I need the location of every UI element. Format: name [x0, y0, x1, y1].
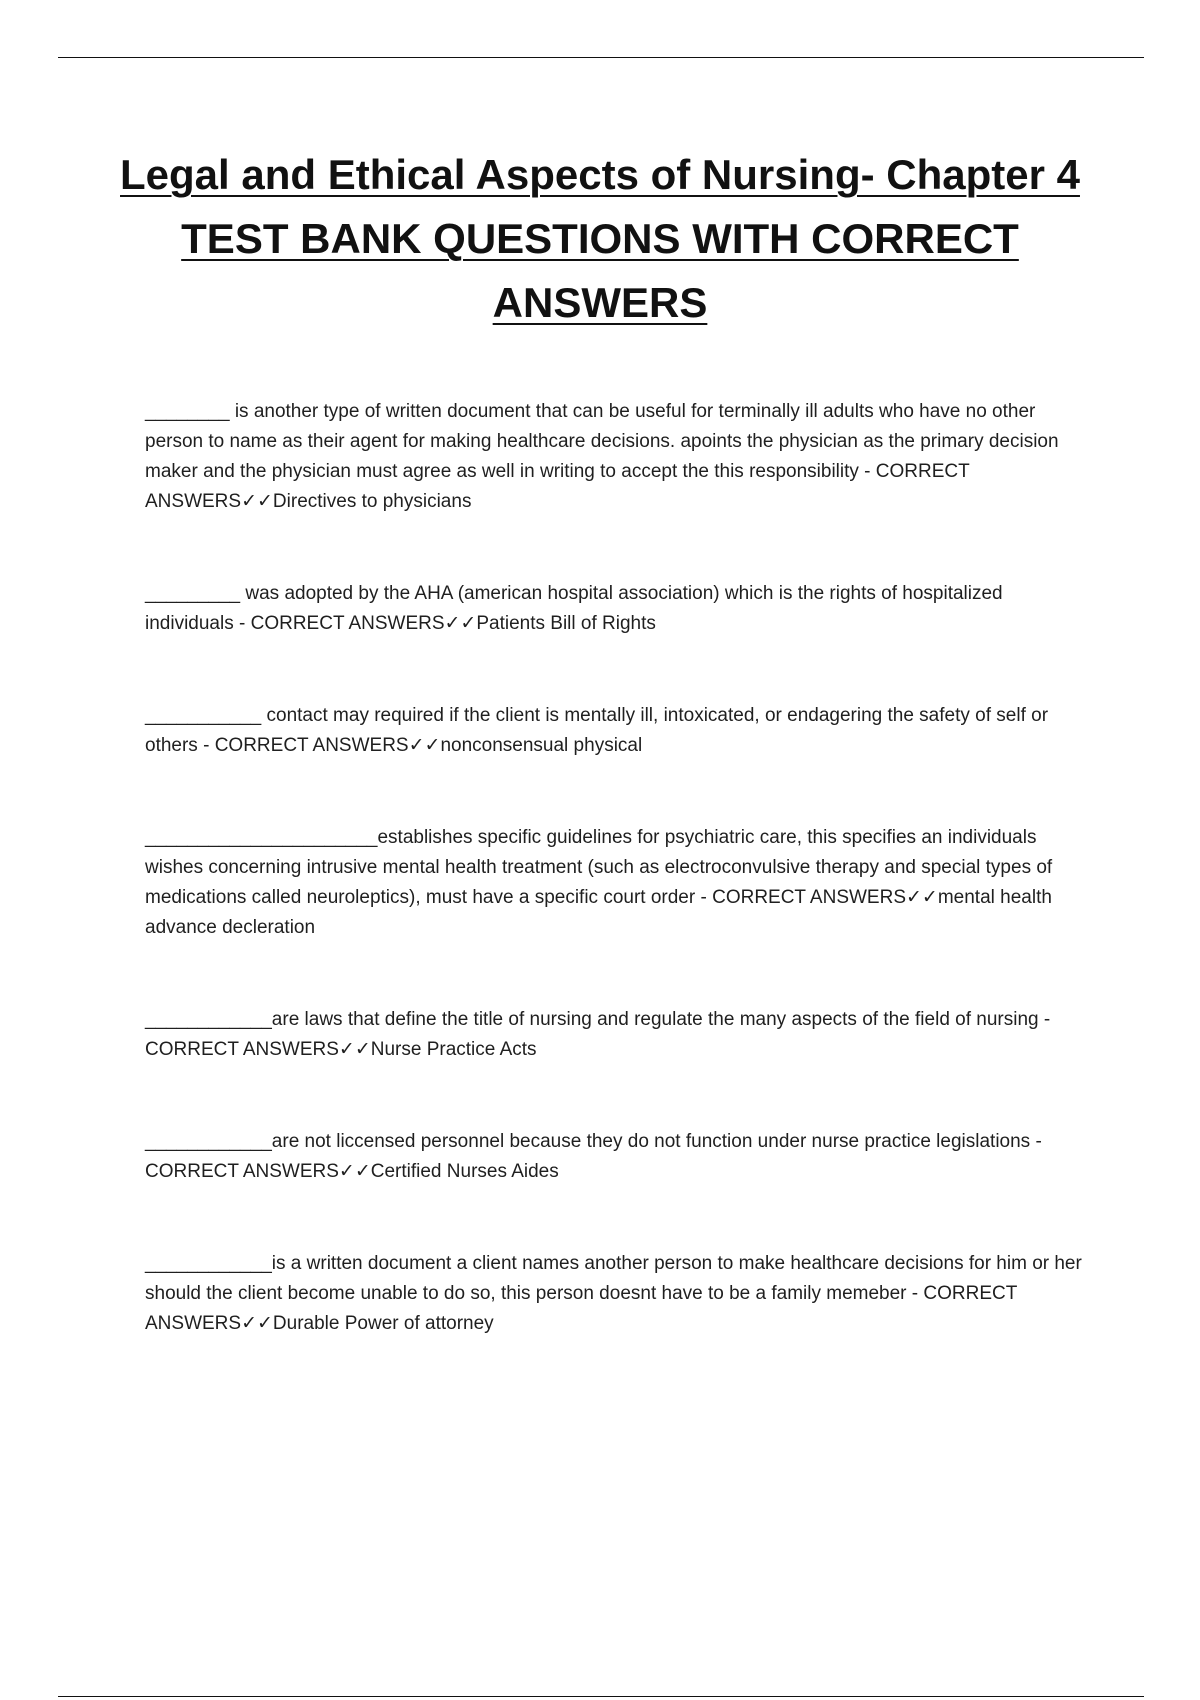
- check-mark-icon: ✓✓: [338, 1039, 371, 1060]
- answer-label: CORRECT ANSWERS: [145, 1161, 339, 1182]
- question-item: ____________are laws that define the title of nursing and regulate the many aspects of the field of nursing - CORRECT ANSWERS✓✓Nurse Practice Acts: [145, 1009, 1051, 1060]
- answer-label: CORRECT ANSWERS: [145, 1039, 339, 1060]
- page-title: [100, 143, 1100, 335]
- question-item: ______________________establishes specific guidelines for psychiatric care, this specifies an individuals wishes concerning intrusive mental health treatment (such as electroconvulsive therapy and special types of medications called neuroleptics), must have a specific court order - CORRECT ANSWERS✓✓mental health advance decleration: [145, 827, 1053, 938]
- question-list: [145, 397, 1095, 1339]
- answer-text: Durable Power of attorney: [272, 1313, 494, 1334]
- bottom-rule: [58, 1696, 1144, 1697]
- answer-label: CORRECT ANSWERS: [145, 461, 970, 512]
- top-rule: [58, 57, 1144, 58]
- answer-text: Directives to physicians: [272, 491, 472, 512]
- answer-label: CORRECT ANSWERS: [250, 613, 445, 634]
- title-line-2: TEST BANK QUESTIONS WITH CORRECT: [181, 215, 1019, 262]
- answer-label: CORRECT ANSWERS: [712, 887, 906, 908]
- check-mark-icon: ✓✓: [338, 1161, 371, 1182]
- answer-text: mental health advance decleration: [145, 887, 1052, 938]
- answer-label: CORRECT ANSWERS: [214, 735, 409, 756]
- answer-label: CORRECT ANSWERS: [145, 1283, 1018, 1334]
- question-item: ________ is another type of written document that can be useful for terminally ill adults who have no other person to name as their agent for making healthcare decisions. apoints the physician as the primary decision maker and the physician must agree as well in writing to accept the this responsibility - CORRECT ANSWERS✓✓Directives to physicians: [145, 401, 1059, 512]
- check-mark-icon: ✓✓: [906, 887, 938, 908]
- answer-text: Certified Nurses Aides: [370, 1161, 559, 1182]
- answer-text: Patients Bill of Rights: [476, 613, 656, 634]
- question-item: ___________ contact may required if the client is mentally ill, intoxicated, or endagering the safety of self or others - CORRECT ANSWERS✓✓nonconsensual physical: [145, 705, 1049, 756]
- check-mark-icon: ✓✓: [444, 613, 477, 634]
- title-line-3: ANSWERS: [492, 279, 708, 326]
- question-item: ____________are not liccensed personnel because they do not function under nurse practice legislations - CORRECT ANSWERS✓✓Certified Nurses Aides: [145, 1131, 1042, 1182]
- title-line-1: Legal and Ethical Aspects of Nursing- Chapter 4: [120, 151, 1080, 198]
- answer-text: Nurse Practice Acts: [370, 1039, 537, 1060]
- question-item: _________ was adopted by the AHA (american hospital association) which is the rights of hospitalized individuals - CORRECT ANSWERS✓✓Patients Bill of Rights: [145, 583, 1003, 634]
- check-mark-icon: ✓✓: [408, 735, 441, 756]
- answer-text: nonconsensual physical: [440, 735, 643, 756]
- question-item: ____________is a written document a client names another person to make healthcare decisions for him or her should the client become unable to do so, this person doesnt have to be a family memeber - CORRECT ANSWERS✓✓Durable Power of attorney: [145, 1253, 1082, 1334]
- check-mark-icon: ✓✓: [241, 1313, 273, 1334]
- check-mark-icon: ✓✓: [241, 491, 273, 512]
